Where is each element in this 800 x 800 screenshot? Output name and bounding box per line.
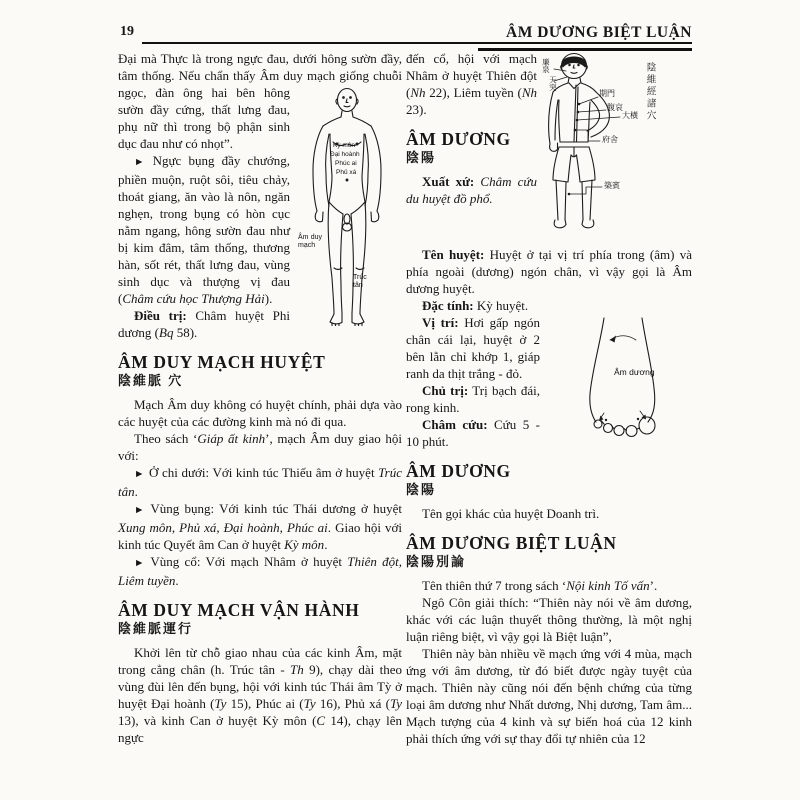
book-title-giap-at-kinh: Giáp ất kinh xyxy=(197,431,266,446)
label-truc-tan: Trúc tân xyxy=(353,274,367,289)
chinese-subtitle: 陰陽 xyxy=(406,150,437,165)
paragraph-dac-tinh xyxy=(406,297,692,314)
point-label-phuc-ai-zh: 腹哀 xyxy=(607,103,623,112)
point-names: Thiên đột, Liêm tuyền xyxy=(118,554,402,588)
body-front-lineart xyxy=(296,86,402,326)
text-run: 23). xyxy=(406,102,427,117)
book-title-noi-kinh-to-van: Nội kinh Tố vấn xyxy=(566,578,650,593)
point-label-liem-tuyen: 廉泉 xyxy=(541,58,551,73)
text-run: . xyxy=(134,484,138,499)
abbrev: Ty xyxy=(389,696,402,711)
paragraph-ten-goi-khac: Tên gọi khác của huyệt Doanh trì. xyxy=(422,506,600,521)
point-label-phuc-ai: Phúc ai xyxy=(335,160,357,167)
text-run: 22), Liêm tuyền ( xyxy=(425,85,522,100)
text-run: Đại mà Thực là trong ngực đau, dưới hông sườn đầy, tâm thống. Nếu chẩn thấy Âm duy mạch giống chuỗi ngọc, đàn ông hai bên hông xyxy=(118,51,402,100)
paragraph-ngo-con: Ngô Côn giải thích: “Thiên này nói về âm dương, khác với các luận thuyết thông thường, là một nghị luận riêng biệt, vì vậy gọi là Biệt luận”, xyxy=(406,595,692,644)
text-run: Vùng bụng: Với kinh túc Thái dương ở huyệt xyxy=(145,501,402,516)
figure-body-front xyxy=(296,86,402,326)
abbrev: Ty xyxy=(214,696,227,711)
text-run: . xyxy=(175,573,179,588)
text-run: . xyxy=(324,537,328,552)
book-title-cham-cuu-hoc: Châm cứu học Thượng Hải xyxy=(122,291,265,306)
section-heading-am-duy-mach-van-hanh: ÂM DUY MẠCH VẬN HÀNH xyxy=(118,600,360,620)
text-run: 58). xyxy=(173,325,198,340)
paragraph-thien-nay: Thiên này bàn nhiều về mạch ứng với 4 mùa, mạch ứng với âm dương, từ đó biết được ngày tuyệt của mạch. Thiên này cũng nói đến bệnh chứng của từng loại âm dương như Nhất dương, Nhị dương, Tam âm... Mạch tượng của 4 kinh và sự biến hoá của 12 kinh phải thích ứng với sự thay đổi tự nhiên của 12 xyxy=(406,646,692,746)
label-xuat-xu: Xuất xứ: xyxy=(422,174,475,189)
text-run: Tên thiên thứ 7 trong sách ‘ xyxy=(422,578,567,593)
right-column xyxy=(406,50,692,747)
arrow-bullet: ► xyxy=(134,469,146,480)
clothed-man-lineart xyxy=(542,50,692,240)
text-run: 9), chạy dài theo vùng đùi lên đến bụng, hội với kinh túc Thái âm Tỳ ở huyệt Đại hoành ( xyxy=(118,662,402,711)
abbrev: Nh xyxy=(521,85,537,100)
figure-caption-am-duy-kinh: 陰維經諸穴 xyxy=(644,62,656,122)
paragraph-khoi-len xyxy=(118,644,402,746)
text-run: 15), Phúc ai ( xyxy=(226,696,304,711)
text-run: Kỳ huyệt. xyxy=(473,298,529,313)
text-run: ’, mạch Âm duy giao hội với: xyxy=(118,431,402,463)
chinese-subtitle: 陰維脈 穴 xyxy=(118,373,184,388)
text-run: Huyệt ở tại vị trí phía trong (âm) và phía ngoài (dương) ngón chân, vì vậy gọi là Âm dương huyệt. xyxy=(406,247,692,296)
paragraph-theo-sach xyxy=(118,430,402,464)
abbrev: Bq xyxy=(159,325,174,340)
paragraph-ten-huyet xyxy=(406,246,692,297)
label-cham-cuu: Châm cứu: xyxy=(422,417,488,432)
book-title-cham-cuu-du-huyet: Châm cứu du huyệt đồ phổ. xyxy=(406,174,538,206)
running-title: ÂM DƯƠNG BIỆT LUẬN xyxy=(506,24,692,41)
label-chu-tri: Chủ trị: xyxy=(422,383,469,398)
point-label-dai-hoanh-zh: 大橫 xyxy=(622,111,638,120)
text-run: Hơi gấp ngón chân cái lại, huyệt ở 2 bên lằn chỉ khớp 1, giáp ranh da thịt trắng - đỏ. xyxy=(406,315,540,381)
point-label-am-duong: Âm dương xyxy=(614,367,655,377)
point-names: Xung môn, Phủ xá, Đại hoành, Phúc ai xyxy=(118,520,328,535)
chinese-subtitle: 陰陽別論 xyxy=(406,554,467,569)
text-run: Cứu 5 - 10 phút. xyxy=(406,417,540,449)
text-run: Vùng cổ: Với mạch Nhâm ở huyệt xyxy=(145,554,348,569)
abbrev: Th xyxy=(290,662,304,677)
text-run: Ở chi dưới: Với kinh túc Thiếu âm ở huyệt xyxy=(145,465,379,480)
text-run: sườn đầy cứng, thất lưng đau, phụ nữ thì trong bộ phận sinh dục đau như có nhọt”. xyxy=(118,102,290,151)
text-run: Trị bạch đái, rong kinh. xyxy=(406,383,540,415)
section-heading-am-duong-biet-luan: ÂM DƯƠNG BIỆT LUẬN xyxy=(406,533,617,553)
label-vi-tri: Vị trí: xyxy=(422,315,459,330)
point-label-ky-mon: Kỳ môn xyxy=(333,142,356,149)
text-run: Châm huyệt Phi dương ( xyxy=(118,308,290,340)
paragraph-vi-tri xyxy=(406,314,692,382)
section-heading-am-duong-2: ÂM DƯƠNG xyxy=(406,461,511,481)
point-label-thien-dot: 天突 xyxy=(548,76,558,91)
chinese-subtitle: 陰維脈運行 xyxy=(118,621,194,636)
text-run: . Giao hội với kinh túc Quyết âm Can ở huyệt xyxy=(118,520,402,552)
chinese-subtitle: 陰陽 xyxy=(406,482,437,497)
point-label-dai-hoanh: Đại hoành xyxy=(330,151,360,158)
figure-foot-diagram xyxy=(546,316,692,440)
section-heading-am-duy-mach-huyet: ÂM DUY MẠCH HUYỆT xyxy=(118,352,326,372)
figure-clothed-man xyxy=(542,50,692,240)
paragraph-chi-duoi xyxy=(118,464,402,500)
text-run: Ngực bụng đầy chướng, phiền muộn, ruột sôi, tiêu chảy, thoát giang, ăn vào là nôn, ngăn nghẹn, trong bụng có hòn cục nằm ngang, hông sườn đau như bị kim đâm, tâm thống, thương hàn, sốt rét, thất lưng đau, vùng sinh dục và thượng vị đau ( xyxy=(118,153,290,306)
foot-lineart xyxy=(546,316,692,440)
point-label-truc-tan-zh: 築賓 xyxy=(604,181,620,190)
label-dieu-tri: Điều trị: xyxy=(134,308,187,323)
left-column xyxy=(118,50,402,746)
abbrev: Nh xyxy=(410,85,426,100)
point-label-phu-xa-zh: 府舍 xyxy=(602,135,618,144)
text-run: ). xyxy=(264,291,273,306)
header-rule xyxy=(142,42,692,44)
section-heading-am-duong-1: ÂM DƯƠNG xyxy=(406,129,511,149)
paragraph-mach-am-duy: Mạch Âm duy không có huyệt chính, phải dựa vào các huyệt của các đường kinh mà nó đi qua. xyxy=(118,397,402,429)
paragraph-vung-bung xyxy=(118,500,402,553)
paragraph-vung-co xyxy=(118,553,402,589)
point-label-phu-xa: Phủ xá xyxy=(336,169,357,176)
arrow-bullet: ► xyxy=(134,558,146,569)
text-run: 14), chạy lên ngực xyxy=(118,713,402,745)
text-run: ’. xyxy=(649,578,658,593)
point-name: Trúc tân xyxy=(118,465,402,499)
label-dac-tinh: Đặc tính: xyxy=(422,298,474,313)
point-label-ky-mon-zh: 期門 xyxy=(599,89,615,98)
label-ten-huyet: Tên huyệt: xyxy=(422,247,485,262)
text-run: Theo sách ‘ xyxy=(134,431,198,446)
text-run: 16), Phủ xá ( xyxy=(315,696,390,711)
abbrev: C xyxy=(316,713,326,728)
paragraph-ten-thien xyxy=(406,577,692,594)
arrow-bullet: ► xyxy=(134,505,146,516)
text-run: 13), và kinh Can ở huyệt Kỳ môn ( xyxy=(118,713,317,728)
point-name: Kỳ môn xyxy=(284,537,325,552)
abbrev: Ty xyxy=(303,696,316,711)
arrow-bullet: ► xyxy=(134,157,146,168)
label-am-duy-mach: Âm duy mạch xyxy=(298,234,322,249)
text-run: đến cổ, hội với mạch Nhâm ở huyệt Thiên đột ( xyxy=(406,51,537,100)
page-number: 19 xyxy=(120,24,134,39)
text-run: Khởi lên từ chỗ giao nhau của các kinh Âm, mặt trong cẳng chân (h. Trúc tân - xyxy=(118,645,402,677)
